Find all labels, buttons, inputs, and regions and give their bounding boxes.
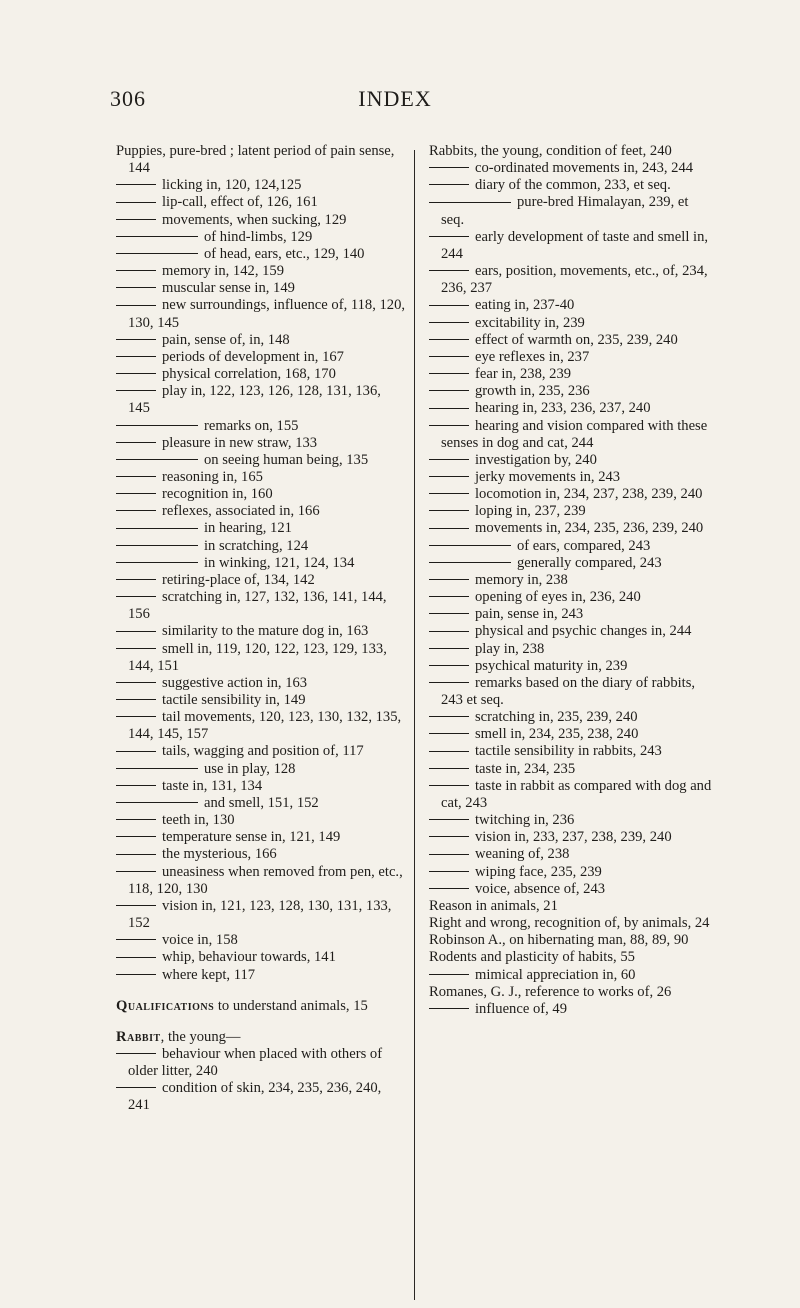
entry-text: tactile sensibility in rabbits, 243 <box>475 743 662 760</box>
repeat-dash <box>116 939 156 940</box>
index-subentry <box>116 641 406 675</box>
index-entry <box>429 984 714 1001</box>
index-subentry <box>429 846 714 863</box>
entry-heading: Rabbit <box>116 1028 161 1045</box>
repeat-dash <box>116 287 156 288</box>
entry-text: smell in, 119, 120, 122, 123, 129, 133, 144, 151 <box>128 640 387 674</box>
index-subentry <box>429 194 714 228</box>
repeat-dash <box>429 493 469 494</box>
entry-text: co-ordinated movements in, 243, 244 <box>475 160 694 177</box>
index-subentry <box>116 366 406 383</box>
entry-text: behaviour when placed with others of older litter, 240 <box>128 1045 383 1080</box>
repeat-dash <box>429 305 469 306</box>
index-subentry <box>116 229 406 246</box>
entry-text: physical and psychic changes in, 244 <box>475 623 692 640</box>
index-entry <box>429 915 714 932</box>
entry-text: eye reflexes in, 237 <box>475 348 590 365</box>
entry-text: vision in, 121, 123, 128, 130, 131, 133, 152 <box>128 897 392 932</box>
entry-text: opening of eyes in, 236, 240 <box>475 589 641 606</box>
repeat-dash <box>116 356 156 357</box>
index-subentry <box>429 503 714 520</box>
entry-text: eating in, 237-40 <box>475 297 575 314</box>
entry-text: remarks based on the diary of rabbits, 243 et seq. <box>441 674 696 708</box>
index-subentry <box>429 177 714 194</box>
entry-text: movements in, 234, 235, 236, 239, 240 <box>475 520 704 537</box>
repeat-dash <box>429 1008 469 1009</box>
index-subentry <box>429 761 714 778</box>
index-subentry <box>429 623 714 640</box>
index-subentry <box>116 623 406 640</box>
repeat-dash <box>429 871 469 872</box>
entry-text: play in, 238 <box>475 640 545 657</box>
entry-text: Reason in animals, 21 <box>429 897 558 914</box>
index-subentry <box>116 795 406 812</box>
entry-heading: Qualifications <box>116 997 215 1014</box>
entry-text: excitability in, 239 <box>475 314 585 331</box>
entry-text: voice in, 158 <box>162 932 238 949</box>
entry-text: memory in, 142, 159 <box>162 263 285 280</box>
entry-text: of hind-limbs, 129 <box>204 228 313 245</box>
index-subentry <box>116 967 406 984</box>
index-subentry <box>116 520 406 537</box>
repeat-dash <box>116 768 198 769</box>
entry-text: weaning of, 238 <box>475 846 570 863</box>
index-subentry <box>116 297 406 331</box>
entry-text: tails, wagging and position of, 117 <box>162 743 364 760</box>
repeat-dash <box>429 236 469 237</box>
page-title: INDEX <box>358 86 432 111</box>
entry-text: hearing in, 233, 236, 237, 240 <box>475 400 651 417</box>
repeat-dash <box>429 270 469 271</box>
entry-text: new surroundings, influence of, 118, 120, 130, 145 <box>128 297 406 331</box>
repeat-dash <box>429 562 511 563</box>
entry-text: temperature sense in, 121, 149 <box>162 829 341 846</box>
entry-text: the mysterious, 166 <box>162 846 277 863</box>
entry-text: scratching in, 127, 132, 136, 141, 144, 156 <box>128 589 387 623</box>
entry-text: diary of the common, 233, et seq. <box>475 177 671 194</box>
entry-text: in scratching, 124 <box>204 537 309 554</box>
repeat-dash <box>116 528 198 529</box>
entry-text: recognition in, 160 <box>162 486 273 503</box>
column-divider <box>414 150 415 1300</box>
index-subentry <box>116 761 406 778</box>
entry-text: physical correlation, 168, 170 <box>162 366 336 383</box>
entry-text: voice, absence of, 243 <box>475 880 606 897</box>
entry-text: hearing and vision compared with these senses in dog and cat, 244 <box>441 417 708 451</box>
repeat-dash <box>429 665 469 666</box>
repeat-dash <box>116 253 198 254</box>
index-subentry <box>116 452 406 469</box>
repeat-dash <box>116 236 198 237</box>
index-subentry <box>116 263 406 280</box>
entry-text: licking in, 120, 124,125 <box>162 177 302 194</box>
index-subentry <box>116 743 406 760</box>
entry-text: smell in, 234, 235, 238, 240 <box>475 726 639 743</box>
index-subentry <box>429 572 714 589</box>
repeat-dash <box>116 202 156 203</box>
entry-text: generally compared, 243 <box>517 554 662 571</box>
repeat-dash <box>429 339 469 340</box>
entry-text: pleasure in new straw, 133 <box>162 434 318 451</box>
index-subentry <box>116 280 406 297</box>
index-entry <box>116 998 406 1015</box>
repeat-dash <box>116 1053 156 1054</box>
index-subentry <box>116 212 406 229</box>
index-subentry <box>429 538 714 555</box>
index-subentry <box>116 949 406 966</box>
repeat-dash <box>116 373 156 374</box>
repeat-dash <box>116 390 156 391</box>
index-subentry <box>429 349 714 366</box>
repeat-dash <box>429 974 469 975</box>
entry-text: Romanes, G. J., reference to works of, 26 <box>429 983 672 1000</box>
index-subentry <box>429 606 714 623</box>
entry-text: Rodents and plasticity of habits, 55 <box>429 949 635 966</box>
entry-text: mimical appreciation in, 60 <box>475 966 636 983</box>
repeat-dash <box>429 716 469 717</box>
index-subentry <box>116 469 406 486</box>
index-subentry <box>116 675 406 692</box>
index-subentry <box>429 418 714 452</box>
repeat-dash <box>116 562 198 563</box>
entry-text: and smell, 151, 152 <box>204 794 319 811</box>
index-subentry <box>116 555 406 572</box>
entry-text: early development of taste and smell in, 244 <box>441 228 709 262</box>
repeat-dash <box>429 390 469 391</box>
repeat-dash <box>116 184 156 185</box>
index-subentry <box>429 383 714 400</box>
repeat-dash <box>116 493 156 494</box>
entry-text: vision in, 233, 237, 238, 239, 240 <box>475 829 672 846</box>
entry-text: Robinson A., on hibernating man, 88, 89, 90 <box>429 932 689 949</box>
repeat-dash <box>116 459 198 460</box>
entry-text: movements, when sucking, 129 <box>162 211 347 228</box>
entry-text: Right and wrong, recognition of, by animals, 24 <box>429 915 710 932</box>
entry-text: growth in, 235, 236 <box>475 383 590 400</box>
repeat-dash <box>116 1087 156 1088</box>
repeat-dash <box>429 819 469 820</box>
repeat-dash <box>429 836 469 837</box>
entry-text: where kept, 117 <box>162 966 256 983</box>
index-subentry <box>116 486 406 503</box>
repeat-dash <box>116 442 156 443</box>
entry-text: reflexes, associated in, 166 <box>162 503 320 520</box>
entry-text: investigation by, 240 <box>475 451 597 468</box>
index-subentry <box>116 383 406 417</box>
repeat-dash <box>116 836 156 837</box>
index-subentry <box>116 332 406 349</box>
index-entry <box>116 1029 406 1046</box>
index-column-left <box>116 143 406 1115</box>
entry-text: influence of, 49 <box>475 1000 567 1017</box>
repeat-dash <box>116 957 156 958</box>
index-entry <box>116 143 406 177</box>
repeat-dash <box>429 408 469 409</box>
index-subentry <box>429 555 714 572</box>
index-entry <box>429 949 714 966</box>
index-subentry <box>429 229 714 263</box>
repeat-dash <box>116 905 156 906</box>
index-subentry <box>116 538 406 555</box>
index-subentry <box>429 864 714 881</box>
entry-text: similarity to the mature dog in, 163 <box>162 623 369 640</box>
entry-text: Puppies, pure-bred ; latent period of pain sense, 144 <box>116 143 395 177</box>
entry-text: tail movements, 120, 123, 130, 132, 135, 144, 145, 157 <box>128 709 402 743</box>
entry-text: in hearing, 121 <box>204 520 292 537</box>
repeat-dash <box>429 733 469 734</box>
entry-text: suggestive action in, 163 <box>162 674 308 691</box>
index-subentry <box>429 315 714 332</box>
entry-text: retiring-place of, 134, 142 <box>162 571 315 588</box>
index-subentry <box>429 452 714 469</box>
index-subentry <box>429 829 714 846</box>
index-subentry <box>429 297 714 314</box>
repeat-dash <box>116 854 156 855</box>
entry-text: use in play, 128 <box>204 760 296 777</box>
repeat-dash <box>429 785 469 786</box>
index-subentry <box>116 1046 406 1080</box>
entry-text: twitching in, 236 <box>475 812 575 829</box>
entry-text: psychical maturity in, 239 <box>475 657 628 674</box>
index-subentry <box>116 864 406 898</box>
repeat-dash <box>429 356 469 357</box>
repeat-dash <box>429 425 469 426</box>
repeat-dash <box>429 888 469 889</box>
entry-text: of head, ears, etc., 129, 140 <box>204 245 365 262</box>
repeat-dash <box>429 682 469 683</box>
index-subentry <box>429 812 714 829</box>
section-gap <box>116 984 406 998</box>
index-subentry <box>429 469 714 486</box>
index-subentry <box>429 675 714 709</box>
index-subentry <box>116 709 406 743</box>
index-subentry <box>116 932 406 949</box>
repeat-dash <box>116 596 156 597</box>
index-subentry <box>429 263 714 297</box>
section-gap <box>116 1015 406 1029</box>
index-subentry <box>429 726 714 743</box>
index-subentry <box>429 486 714 503</box>
entry-text: taste in, 131, 134 <box>162 777 263 794</box>
entry-text: Rabbits, the young, condition of feet, 240 <box>429 143 672 159</box>
index-subentry <box>429 658 714 675</box>
entry-text: reasoning in, 165 <box>162 468 263 485</box>
repeat-dash <box>116 974 156 975</box>
index-subentry <box>429 641 714 658</box>
repeat-dash <box>429 631 469 632</box>
repeat-dash <box>116 751 156 752</box>
repeat-dash <box>429 613 469 614</box>
index-subentry <box>116 349 406 366</box>
index-subentry <box>116 898 406 932</box>
index-subentry <box>116 589 406 623</box>
repeat-dash <box>429 202 511 203</box>
entry-text: taste in rabbit as compared with dog and cat, 243 <box>441 777 712 811</box>
entry-text: to understand animals, 15 <box>214 997 368 1014</box>
page-number: 306 <box>110 86 146 111</box>
repeat-dash <box>429 459 469 460</box>
entry-text: periods of development in, 167 <box>162 348 344 365</box>
index-entry <box>429 932 714 949</box>
entry-text: remarks on, 155 <box>204 417 299 434</box>
entry-text: muscular sense in, 149 <box>162 280 295 297</box>
index-subentry <box>429 709 714 726</box>
index-subentry <box>429 1001 714 1018</box>
index-subentry <box>116 829 406 846</box>
repeat-dash <box>429 476 469 477</box>
repeat-dash <box>116 219 156 220</box>
repeat-dash <box>429 596 469 597</box>
entry-text: memory in, 238 <box>475 571 568 588</box>
index-subentry <box>429 366 714 383</box>
repeat-dash <box>116 802 198 803</box>
index-subentry <box>116 812 406 829</box>
index-subentry <box>116 1080 406 1114</box>
index-subentry <box>116 846 406 863</box>
repeat-dash <box>429 167 469 168</box>
repeat-dash <box>429 768 469 769</box>
repeat-dash <box>116 716 156 717</box>
repeat-dash <box>429 648 469 649</box>
index-subentry <box>429 778 714 812</box>
entry-text: ears, position, movements, etc., of, 234, 236, 237 <box>441 263 708 297</box>
index-subentry <box>429 743 714 760</box>
repeat-dash <box>116 819 156 820</box>
entry-text: uneasiness when removed from pen, etc., 118, 120, 130 <box>128 863 403 897</box>
repeat-dash <box>116 305 156 306</box>
index-subentry <box>429 589 714 606</box>
repeat-dash <box>116 339 156 340</box>
entry-text: condition of skin, 234, 235, 236, 240, 241 <box>128 1080 382 1114</box>
repeat-dash <box>116 871 156 872</box>
index-subentry <box>429 967 714 984</box>
index-subentry <box>429 160 714 177</box>
repeat-dash <box>116 648 156 649</box>
index-entry <box>429 898 714 915</box>
repeat-dash <box>116 699 156 700</box>
entry-text: locomotion in, 234, 237, 238, 239, 240 <box>475 486 703 503</box>
repeat-dash <box>429 545 511 546</box>
repeat-dash <box>116 476 156 477</box>
entry-text: in winking, 121, 124, 134 <box>204 554 355 571</box>
repeat-dash <box>116 270 156 271</box>
entry-text: effect of warmth on, 235, 239, 240 <box>475 331 678 348</box>
entry-text: teeth in, 130 <box>162 812 235 829</box>
entry-text: pure-bred Himalayan, 239, et seq. <box>441 194 689 228</box>
repeat-dash <box>429 373 469 374</box>
index-subentry <box>429 332 714 349</box>
repeat-dash <box>116 579 156 580</box>
repeat-dash <box>116 510 156 511</box>
entry-text: scratching in, 235, 239, 240 <box>475 709 638 726</box>
repeat-dash <box>116 545 198 546</box>
index-subentry <box>116 194 406 211</box>
entry-text: , the young— <box>160 1028 241 1045</box>
entry-text: tactile sensibility in, 149 <box>162 692 306 708</box>
entry-text: lip-call, effect of, 126, 161 <box>162 194 318 211</box>
index-subentry <box>116 435 406 452</box>
index-entry <box>429 143 714 160</box>
entry-text: wiping face, 235, 239 <box>475 863 602 880</box>
repeat-dash <box>116 785 156 786</box>
entry-text: loping in, 237, 239 <box>475 503 586 520</box>
index-subentry <box>116 177 406 194</box>
repeat-dash <box>429 579 469 580</box>
entry-text: pain, sense in, 243 <box>475 606 584 623</box>
repeat-dash <box>116 425 198 426</box>
entry-text: of ears, compared, 243 <box>517 537 651 554</box>
index-subentry <box>116 692 406 709</box>
index-subentry <box>116 418 406 435</box>
repeat-dash <box>429 751 469 752</box>
repeat-dash <box>429 510 469 511</box>
repeat-dash <box>429 184 469 185</box>
index-subentry <box>429 520 714 537</box>
repeat-dash <box>429 854 469 855</box>
index-column-right <box>429 143 714 1018</box>
entry-text: play in, 122, 123, 126, 128, 131, 136, 145 <box>128 383 381 417</box>
index-subentry <box>116 503 406 520</box>
index-subentry <box>116 246 406 263</box>
entry-text: fear in, 238, 239 <box>475 366 572 383</box>
repeat-dash <box>429 528 469 529</box>
entry-text: jerky movements in, 243 <box>475 468 621 485</box>
index-subentry <box>429 400 714 417</box>
entry-text: whip, behaviour towards, 141 <box>162 949 336 966</box>
entry-text: taste in, 234, 235 <box>475 760 576 777</box>
index-subentry <box>116 778 406 795</box>
entry-text: on seeing human being, 135 <box>204 451 369 468</box>
repeat-dash <box>429 322 469 323</box>
entry-text: pain, sense of, in, 148 <box>162 331 290 348</box>
index-subentry <box>429 881 714 898</box>
repeat-dash <box>116 631 156 632</box>
repeat-dash <box>116 682 156 683</box>
index-subentry <box>116 572 406 589</box>
